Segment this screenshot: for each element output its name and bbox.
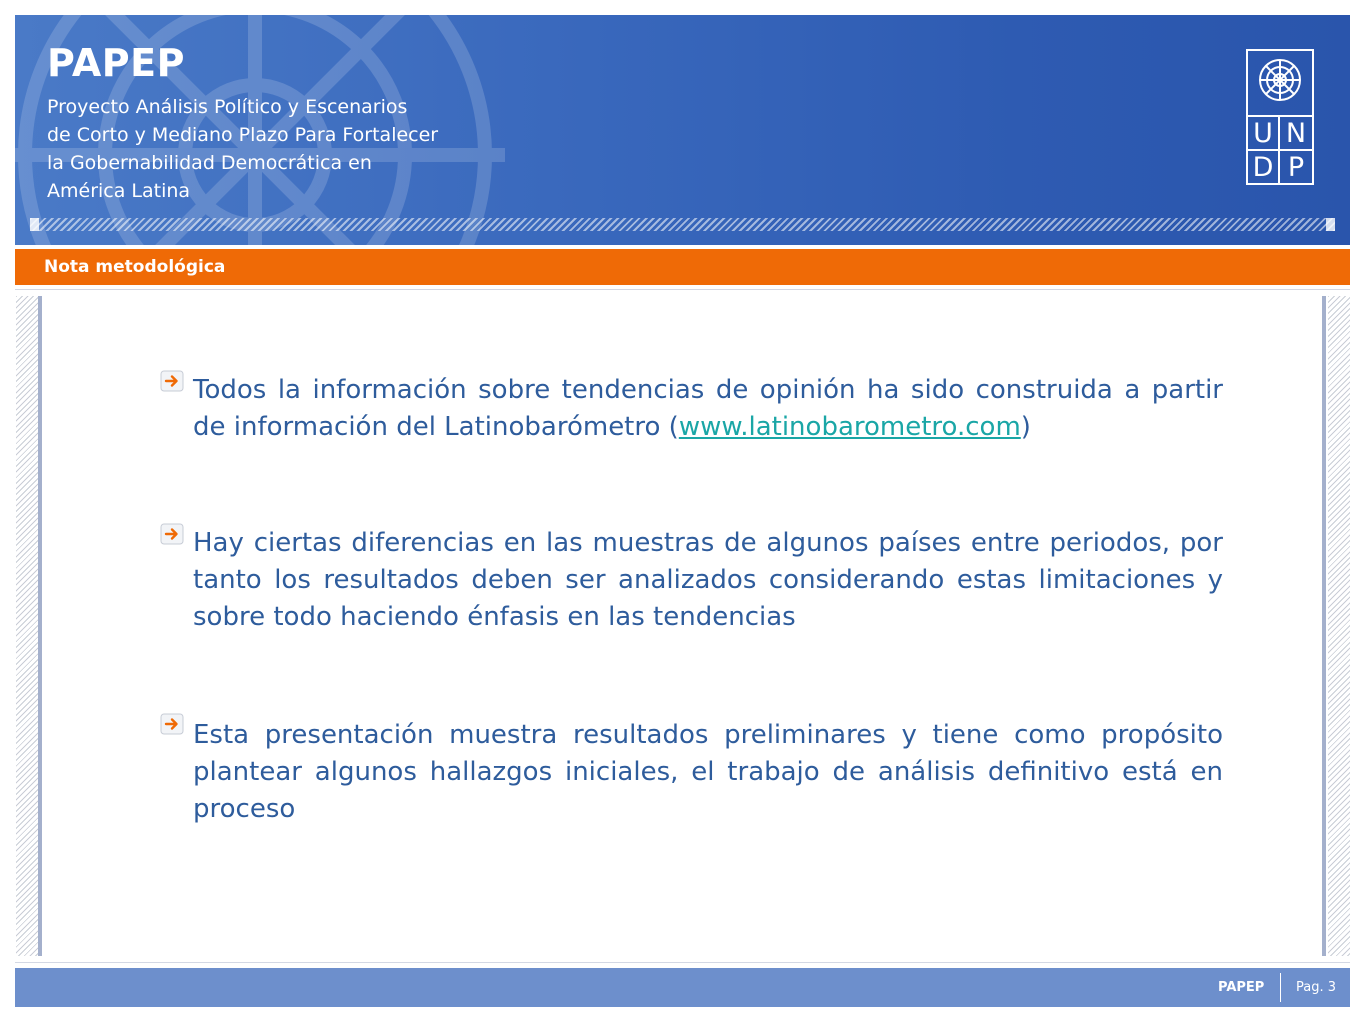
footer-separator — [1280, 973, 1281, 1002]
undp-letter: U — [1248, 115, 1280, 149]
undp-letter-grid — [1248, 115, 1312, 183]
undp-letter: D — [1248, 149, 1280, 183]
right-border-line — [1322, 296, 1326, 956]
page-number: Pag. 3 — [1296, 980, 1337, 995]
subtitle-line: la Gobernabilidad Democrática en — [47, 152, 372, 174]
header-subtitle — [47, 93, 487, 205]
bullet-text: Esta presentación muestra resultados preliminares y tiene como propósito plantear algunos hallazgos iniciales, el trabajo de análisis definitivo está en proceso — [193, 720, 1223, 824]
footer-bar — [15, 968, 1350, 1007]
footer-brand: PAPEP — [1218, 980, 1265, 995]
header-banner — [15, 15, 1350, 245]
arrow-right-icon — [160, 713, 184, 735]
bullet-text-part: Todos la información sobre tendencias de opinión ha sido construida a partir de información del Latinobarómetro ( — [193, 375, 1223, 442]
arrow-right-icon — [160, 523, 184, 545]
section-title: Nota metodológica — [44, 257, 226, 277]
bullet-text-part: ) — [1020, 412, 1031, 442]
header-brand: PAPEP — [47, 41, 185, 85]
header-hatch-bar — [30, 218, 1335, 231]
hatch-end-left — [30, 218, 39, 231]
undp-letter: P — [1280, 149, 1312, 183]
section-title-bar — [15, 249, 1350, 285]
divider — [15, 962, 1350, 963]
divider — [15, 289, 1350, 290]
hatch-end-right — [1326, 218, 1335, 231]
right-hatch-border — [1328, 296, 1350, 956]
latinobarometro-link[interactable]: www.latinobarometro.com — [678, 412, 1021, 442]
subtitle-line: de Corto y Mediano Plazo Para Fortalecer — [47, 124, 439, 146]
subtitle-line: América Latina — [47, 180, 191, 202]
bullet-text — [193, 372, 1223, 446]
arrow-right-icon — [160, 370, 184, 392]
bullet-text: Hay ciertas diferencias en las muestras de algunos países entre periodos, por tanto los resultados deben ser analizados considerando estas limitaciones y sobre todo haciendo énfasis en las tendencias — [193, 528, 1223, 632]
undp-logo — [1246, 49, 1314, 185]
undp-letter: N — [1280, 115, 1312, 149]
un-emblem-icon — [1257, 57, 1303, 103]
left-hatch-border — [16, 296, 38, 956]
left-border-line — [38, 296, 42, 956]
subtitle-line: Proyecto Análisis Político y Escenarios — [47, 96, 408, 118]
